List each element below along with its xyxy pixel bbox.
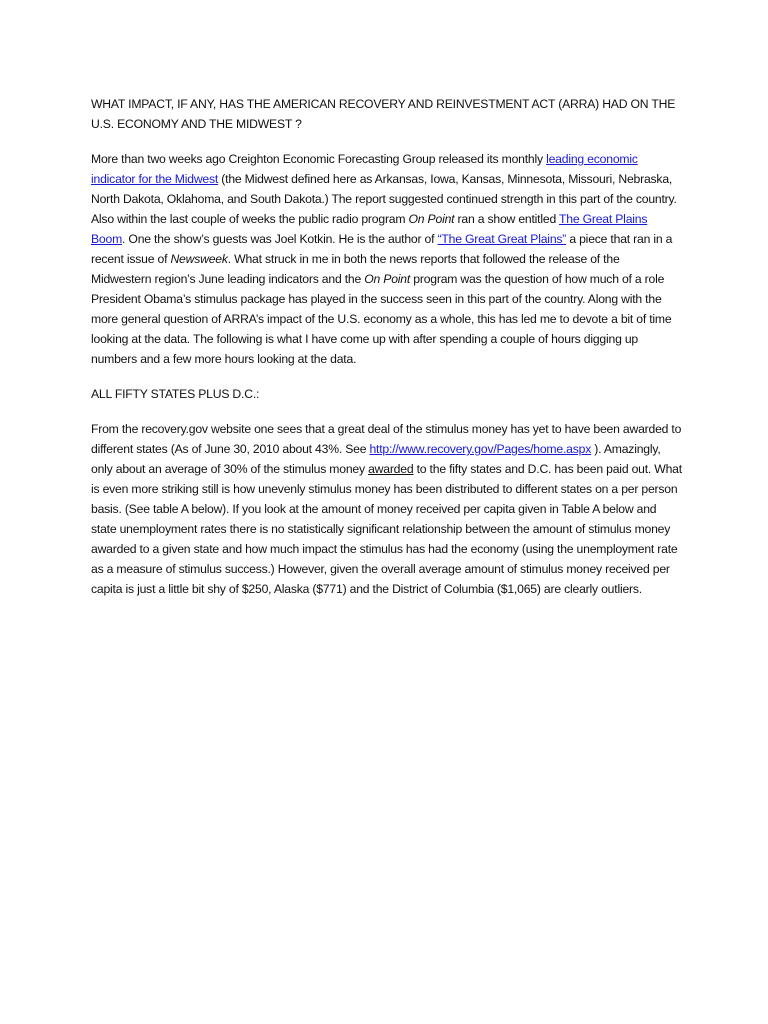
newsweek-italic: Newsweek bbox=[170, 252, 228, 266]
intro-text-3: ran a show entitled bbox=[454, 212, 559, 226]
on-point-italic-1: On Point bbox=[408, 212, 455, 226]
intro-text-5: a piece that ran in a recent issue of bbox=[91, 232, 673, 266]
document-title: WHAT IMPACT, IF ANY, HAS THE AMERICAN RECOVERY AND REINVESTMENT ACT (ARRA) HAD ON THE U.S. ECONOMY AND THE MIDWEST ? bbox=[91, 97, 676, 131]
intro-text-2: (the Midwest defined here as Arkansas, Iowa, Kansas, Minnesota, Missouri, Nebraska, North Dakota, Oklahoma, and South Dakota.) The report suggested continued strength in this part of the country. Also within the last couple of weeks the public radio program bbox=[91, 172, 677, 226]
states-text-3: to the fifty states and D.C. has been paid out. What is even more striking still is how unevenly stimulus money has been distributed to different states on a per person basis. (See table A below). If you look at the amount of money received per capita given in Table A below and state unemployment rates there is no statistically significant relationship between the amount of stimulus money awarded to a given state and how much impact the stimulus has had the economy (using the unemployment rate as a measure of stimulus success.) However, given the overall average amount of stimulus money received per capita is just a little bit shy of $250, Alaska ($771) and the District of Columbia ($1,065) are clearly outliers. bbox=[91, 462, 682, 596]
great-plains-boom-link[interactable]: The Great Plains Boom bbox=[91, 212, 648, 246]
awarded-underlined: awarded bbox=[368, 462, 414, 476]
intro-text-1: More than two weeks ago Creighton Economic Forecasting Group released its monthly bbox=[91, 152, 547, 166]
states-paragraph bbox=[91, 419, 683, 599]
intro-text-7: program was the question of how much of a role President Obama’s stimulus package has played in the success seen in this part of the country. Along with the more general question of ARRA’s impact of the U.S. economy as a whole, this has led me to devote a bit of time looking at the data. The following is what I have come up with after spending a couple of hours digging up numbers and a few more hours looking at the data. bbox=[91, 272, 672, 366]
intro-text-4: . One the show’s guests was Joel Kotkin. He is the author of bbox=[122, 232, 438, 246]
document-page bbox=[91, 94, 683, 614]
states-text-2: ). Amazingly, only about an average of 30% of the stimulus money bbox=[91, 442, 661, 476]
leading-indicator-link[interactable]: leading economic indicator for the Midwest bbox=[91, 152, 638, 186]
section-heading: ALL FIFTY STATES PLUS D.C.: bbox=[91, 387, 260, 401]
intro-paragraph bbox=[91, 149, 683, 369]
on-point-italic-2: On Point bbox=[364, 272, 411, 286]
states-text-1: From the recovery.gov website one sees that a great deal of the stimulus money has yet to have been awarded to different states (As of June 30, 2010 about 43%. See bbox=[91, 422, 682, 456]
intro-text-6: . What struck in me in both the news reports that followed the release of the Midwestern region’s June leading indicators and the bbox=[91, 252, 620, 286]
great-great-plains-link[interactable]: “The Great Great Plains” bbox=[437, 232, 567, 246]
recovery-gov-link[interactable]: http://www.recovery.gov/Pages/home.aspx bbox=[369, 442, 592, 456]
